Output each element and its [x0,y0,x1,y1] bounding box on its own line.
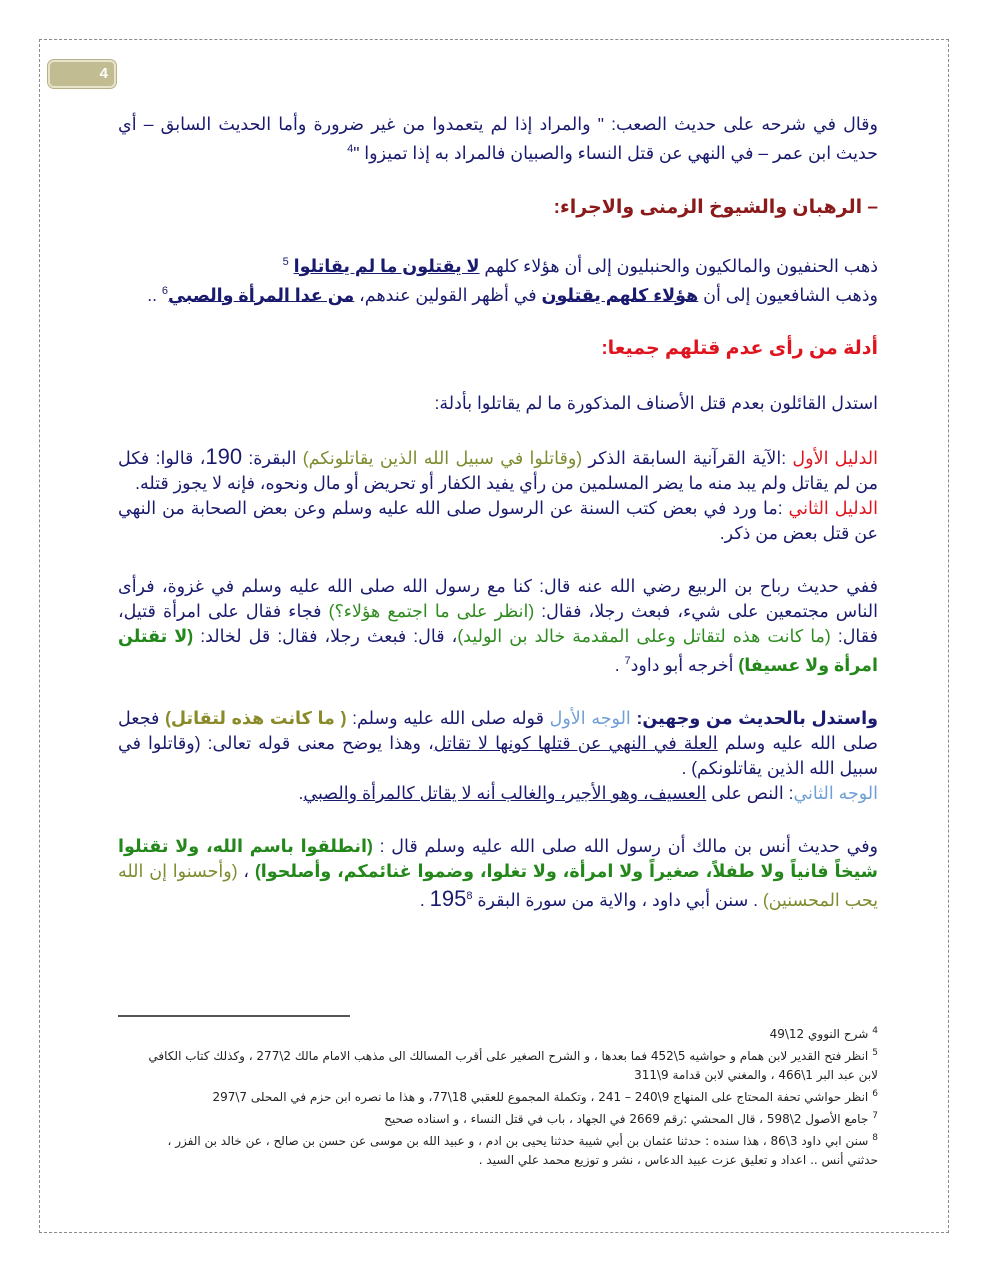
hadith-quote: (انطلقوا باسم الله، ولا تقتلوا شيخاً فانياً ولا طفلاً، صغيراً ولا امرأة، ولا تغلوا، وضموا غنائمكم، وأصلحوا) [118,836,879,882]
evidence-intro: استدل القائلون بعدم قتل الأصناف المذكورة ما لم يقاتلوا بأدلة: [434,393,878,414]
footnote-6 [118,1085,878,1107]
section-heading-evidence: أدلة من رأى عدم قتلهم جميعا: [601,338,878,360]
argument-text: ، وهذا يوضح معنى قوله تعالى: [200,733,434,754]
evidence-text: البقرة: [242,448,303,469]
footnote-8 [118,1151,878,1170]
argument-paragraph [118,706,878,781]
footnote-number: 8 [872,1133,878,1143]
footnote-number: 6 [872,1089,878,1099]
footnotes [118,1022,878,1170]
section-heading-monks-elderly: – الرهبان والشيوخ الزمنى والاجراء: [553,196,878,218]
footnote-7 [118,1107,878,1129]
evidence-second [118,496,878,546]
footnote-ref-7[interactable]: 7 [624,655,631,668]
hadith-text: . [419,890,430,911]
argument-second-aspect [118,781,878,806]
hadith-text: ففي حديث رباح بن الربيع رضي الله عنه قال: كنا مع رسول الله صلى الله عليه وسلم في غزوة، فرأى الناس مجتمعين على شيء، فبعث رجلا، فقال: [118,576,878,622]
argument-text: . [681,758,692,779]
footnote-8 [118,1129,878,1151]
footnote-text: سنن ابي داود 3\86 ، هذا سنده : حدثنا عثمان بن أبي شيبة حدثنا يحيى بن ادم ، و عبيد الله بن موسى عن حسن بن صالح ، عن خالد بن الفزر ، [167,1134,869,1148]
page-number-badge: 4 [48,60,116,88]
intro-text: وقال في شرحه على حديث الصعب: " والمراد إذا لم يتعمدوا من غير ضرورة وأما الحديث السابق – أي حديث ابن عمر – في النهي عن قتل النساء والصبيان فالمراد به إذا تميزوا " [118,114,879,163]
hadith-text: ، قال: فبعث رجلا، فقال: قل لخالد: [193,626,458,647]
hadith-text: أخرجه أبو داود [630,655,739,676]
evidence-text: :ما ورد في بعض كتب السنة عن الرسول صلى الله عليه وسلم وعن بعض الصحابة من النهي عن قتل بعض من ذكر. [118,498,878,544]
footnote-number: 4 [872,1026,878,1036]
footnote-text: حدثني أنس .. اعداد و تعليق عزت عبيد الدعاس ، نشر و توزيع محمد علي السيد . [478,1153,878,1167]
argument-emphasis: العسيف، وهو الأجير، والغالب أنه لا يقاتل كالمرأة والصبي [303,783,707,804]
aspect-label: الوجه الأول [549,708,631,729]
footnote-text: جامع الأصول 2\598 ، قال المحشي :رقم 2669 في الجهاد ، باب في قتل النساء ، و اسناده صحيح [384,1112,869,1126]
argument-text: : النص على [706,783,794,804]
opinion-line-1 [118,250,878,279]
opinion-text: في أظهر القولين عندهم، [354,284,542,305]
verse-number: 190 [205,444,243,470]
footnote-text: لابن عبد البر 1\466 ، والمغني لابن قدامة 9\311 [634,1068,878,1082]
aspect-label: الوجه الثاني [793,783,878,804]
quran-verse: (وقاتلوا في سبيل الله الذين يقاتلونكم) [302,448,583,469]
footnote-4 [118,1022,878,1044]
opinion-line-2 [118,279,878,308]
footnote-ref-4[interactable]: 4 [347,143,354,155]
footnote-separator [118,1015,350,1017]
argument-text: فجعل صلى الله عليه وسلم [118,708,879,754]
hadith-quote: (لا تقتلن امرأة ولا عسيفا) [118,626,878,676]
evidence-label: الدليل الأول [786,448,879,469]
footnote-ref-8[interactable]: 8 [466,890,473,903]
opinion-text: وذهب الشافعيون إلى أن [698,284,878,305]
evidence-text: ، قالوا: فكل من لم يقاتل ولم يبد منه ما يضر المسلمين من رأي يفيد الكفار أو تحريض أو مال ونحوه، فإنه لا يجوز قتله. [118,448,878,494]
hadith-rabah [118,574,878,678]
footnote-ref-6[interactable]: 6 [161,284,168,297]
evidence-label: الدليل الثاني [782,498,878,519]
intro-paragraph [118,112,878,166]
argument-emphasis: العلة في النهي عن قتلها كونها لا تقاتل [433,733,718,754]
quran-verse: (وأحسنوا إن الله يحب المحسنين) [118,861,878,911]
quran-verse: (وقاتلوا في سبيل الله الذين يقاتلونكم) [118,733,878,779]
opinion-text: .. [147,284,162,305]
footnote-number: 5 [872,1048,878,1058]
hadith-anas [118,834,878,913]
argument-text: . [298,783,304,804]
hadith-text: وفي حديث أنس بن مالك أن رسول الله صلى الله عليه وسلم قال : [372,836,879,857]
footnote-ref-5[interactable]: 5 [282,255,289,268]
hadith-text: ، [237,861,255,882]
hadith-quote: ( ما كانت هذه لتقاتل) [165,708,347,729]
footnote-text: انظر حواشي تحفة المحتاج على المنهاج 9\240 – 241 ، وتكملة المجموع للعقبي 18\77، و هذا ما نصره ابن حزم في المحلى 7\297 [212,1090,869,1104]
argument-text: قوله صلى الله عليه وسلم: [346,708,550,729]
hadith-quote: (ما كانت هذه لتقاتل وعلى المقدمة خالد بن الوليد) [457,626,831,647]
footnote-5 [118,1066,878,1085]
opinion-emphasis: لا يقتلون ما لم يقاتلوا [293,255,480,276]
footnote-text: انظر فتح القدير لابن همام و حواشيه 5\452 فما بعدها ، و الشرح الصغير على أقرب المسالك الى مذهب الامام مالك 2\277 ، وكذلك كتاب الكافي [148,1049,869,1063]
opinion-emphasis: هؤلاء كلهم يقتلون [541,284,699,305]
verse-number: 195 [429,886,467,912]
document-body [118,112,878,913]
hadith-quote: (انظر على ما اجتمع هؤلاء؟) [328,601,535,622]
footnote-text: شرح النووي 12\49 [769,1027,869,1041]
hadith-text: . سنن أبي داود ، والاية من سورة البقرة [472,890,763,911]
footnote-5 [118,1044,878,1066]
evidence-text: :الآية القرآنية السابقة الذكر [582,448,787,469]
footnote-number: 7 [872,1111,878,1121]
opinion-emphasis: من عدا المرأة والصبي [167,284,355,305]
opinion-text: ذهب الحنفيون والمالكيون والحنبليون إلى أن هؤلاء كلهم [479,255,878,276]
hadith-text: فجاء فقال على امرأة قتيل، فقال: [118,601,878,647]
argument-lead: واستدل بالحديث من وجهين: [630,708,878,729]
evidence-first [118,444,878,496]
hadith-text: . [614,655,625,676]
